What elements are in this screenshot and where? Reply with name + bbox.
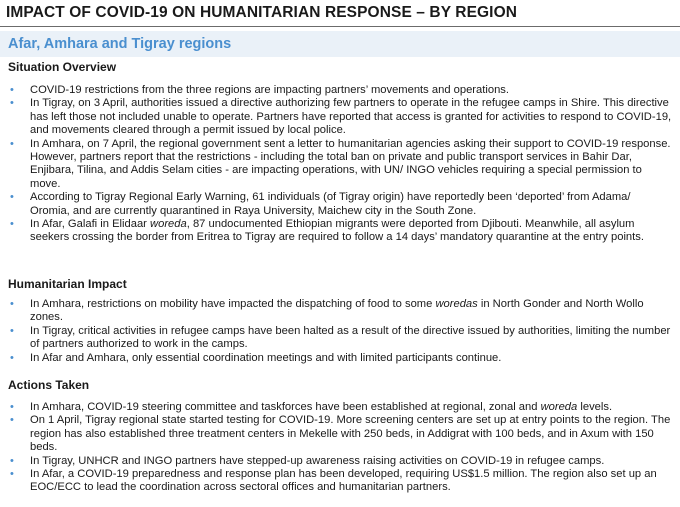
humanitarian-impact-list xyxy=(0,298,680,365)
list-item: • On 1 April, Tigray regional state started testing for COVID-19. More screening centers are set up at entry points to the region. The region has also established three treatment centers in Mekelle with 250 beds, in Addigrat with 100 beds, and in Axum with 150 beds. xyxy=(10,414,671,454)
actions-taken-heading: Actions Taken xyxy=(8,378,90,392)
bullet-icon: • xyxy=(10,468,14,481)
bullet-icon: • xyxy=(10,324,14,337)
bullet-icon: • xyxy=(10,191,14,204)
bullet-icon: • xyxy=(10,351,14,364)
humanitarian-impact-heading: Humanitarian Impact xyxy=(8,277,127,291)
bullet-icon: • xyxy=(10,454,14,467)
situation-overview-list xyxy=(0,84,680,245)
list-item: • In Afar, a COVID-19 preparedness and response plan has been developed, requiring US$1.5 million. The region also set up an EOC/ECC to lead the coordination across sectoral offices and humanitarian partners. xyxy=(10,468,657,494)
situation-overview-heading: Situation Overview xyxy=(8,60,117,74)
bullet-icon: • xyxy=(10,298,14,310)
list-item: • In Afar, Galafi in Elidaar woreda, 87 undocumented Ethiopian migrants were deported from Djibouti. Meanwhile, all asylum seekers crossing the border from Eritrea to Tigray are required to follow a 14 days’ mandatory quarantine at the entry points. xyxy=(10,218,644,244)
list-item: • In Amhara, on 7 April, the regional government sent a letter to humanitarian agencies asking their support to COVID-19 response. However, partners report that the restrictions - including the total ban on private and public transport services in Bahir Dar, Enjibara, Tilina, and Addis Selam cities - are impacting operations, with UN/ INGO vehicles requiring a special permission to move. xyxy=(10,137,671,190)
bullet-icon: • xyxy=(10,137,14,150)
list-item: • In Afar and Amhara, only essential coordination meetings and with limited participants continue. xyxy=(10,351,502,364)
bullet-icon: • xyxy=(10,401,14,413)
bullet-icon: • xyxy=(10,218,14,231)
title-divider xyxy=(0,26,680,27)
bullet-icon: • xyxy=(10,84,14,96)
region-title: Afar, Amhara and Tigray regions xyxy=(8,36,232,52)
list-item: • In Tigray, critical activities in refugee camps have been halted as a result of the directive issued by authorities, limiting the number of partners authorized to work in the camps. xyxy=(10,324,671,351)
list-item: • COVID-19 restrictions from the three regions are impacting partners’ movements and operations. xyxy=(10,84,509,96)
bullet-icon: • xyxy=(10,414,14,427)
list-item: • According to Tigray Regional Early Warning, 61 individuals (of Tigray origin) have reportedly been ‘deported’ from Adama/ Oromia, and are currently quarantined in Raya University, Maichew city in the South Zone. xyxy=(10,191,631,217)
list-item: • In Amhara, COVID-19 steering committee and taskforces have been established at regional, zonal and woreda levels. xyxy=(10,401,613,413)
page-title: IMPACT OF COVID-19 ON HUMANITARIAN RESPONSE – BY REGION xyxy=(6,4,518,21)
list-item: • In Tigray, UNHCR and INGO partners have stepped-up awareness raising activities on COVID-19 in refugee camps. xyxy=(10,454,605,467)
actions-taken-list xyxy=(0,401,680,495)
list-item: • In Amhara, restrictions on mobility have impacted the dispatching of food to some woredas in North Gonder and North Wollo zones. xyxy=(10,298,644,324)
bullet-icon: • xyxy=(10,97,14,110)
list-item: • In Tigray, on 3 April, authorities issued a directive authorizing few partners to operate in the refugee camps in Shire. This directive has left those not included unable to operate. Partners have reported that access is granted for activities to respond to COVID-19, and movements cleared through a permit issued by local police. xyxy=(10,97,672,137)
